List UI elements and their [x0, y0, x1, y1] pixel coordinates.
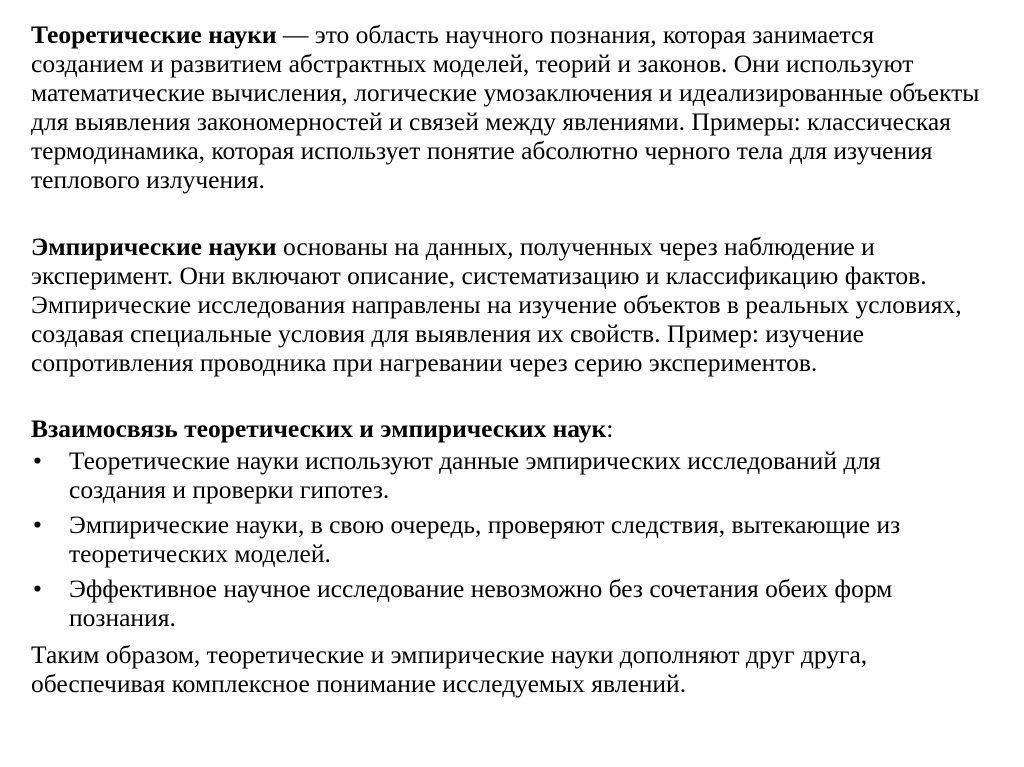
list-item	[31, 446, 984, 504]
list-item	[31, 574, 984, 632]
bullet-icon: •	[33, 510, 42, 539]
list-item-text: Теоретические науки используют данные эмпирических исследований для создания и проверки гипотез.	[69, 446, 881, 504]
list-item-text: Эмпирические науки, в свою очередь, проверяют следствия, вытекающие из теоретических моделей.	[69, 510, 901, 568]
list-item-text: Эффективное научное исследование невозможно без сочетания обеих форм познания.	[69, 574, 893, 632]
list-item	[31, 510, 984, 568]
empirical-sciences-paragraph	[31, 232, 984, 377]
bullet-icon: •	[33, 446, 42, 475]
theoretical-sciences-definition: — это область научного познания, которая занимается созданием и развитием абстрактных моделей, теорий и законов. Они используют математические вычисления, логические умозаключения и идеализированные объекты для выявления закономерностей и связей между явлениями. Примеры: классическая термодинамика, которая использует понятие абсолютно черного тела для изучения теплового излучения.	[31, 20, 980, 194]
empirical-sciences-term: Эмпирические науки	[31, 232, 277, 261]
relationship-heading-colon: :	[606, 414, 614, 443]
conclusion-paragraph: Таким образом, теоретические и эмпирические науки дополняют друг друга, обеспечивая комплексное понимание исследуемых явлений.	[31, 640, 868, 698]
empirical-sciences-definition: основаны на данных, полученных через наблюдение и эксперимент. Они включают описание, систематизацию и классификацию фактов. Эмпирические исследования направлены на изучение объектов в реальных условиях, создавая специальные условия для выявления их свойств. Пример: изучение сопротивления проводника при нагревании через серию экспериментов.	[31, 232, 962, 377]
theoretical-sciences-paragraph	[31, 20, 984, 194]
theoretical-sciences-term: Теоретические науки	[31, 20, 277, 49]
relationship-heading	[31, 414, 984, 443]
relationship-heading-text: Взаимосвязь теоретических и эмпирических наук	[31, 414, 607, 443]
relationship-bullet-list	[31, 446, 984, 632]
bullet-icon: •	[33, 574, 42, 603]
